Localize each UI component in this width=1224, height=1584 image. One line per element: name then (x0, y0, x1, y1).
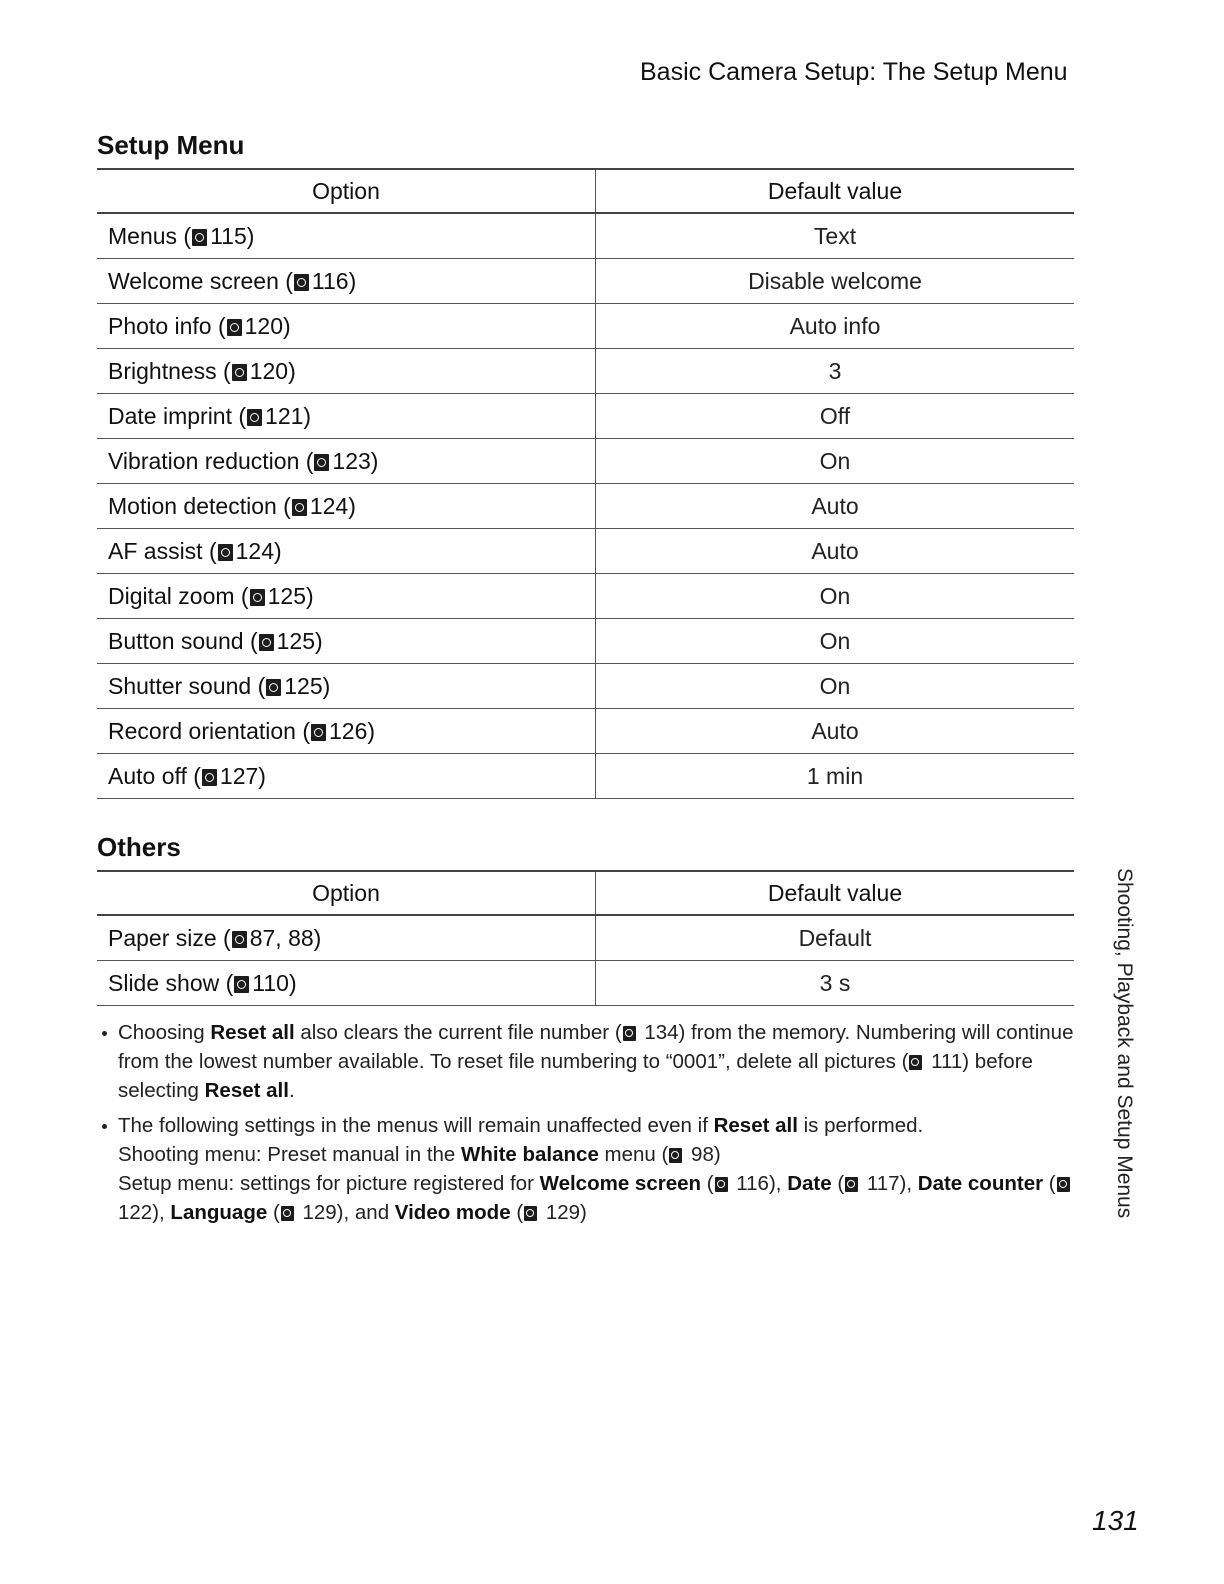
option-label: Button sound ( (108, 627, 258, 654)
option-cell (97, 574, 596, 619)
page-reference-icon (218, 544, 233, 561)
note-text: also clears the current file number ( (294, 1021, 622, 1044)
note-text: 129), and (296, 1201, 395, 1224)
default-value-cell: On (596, 574, 1075, 619)
page-reference-icon (232, 931, 247, 948)
page-reference-icon (715, 1177, 728, 1192)
default-value-cell: Auto (596, 484, 1075, 529)
option-cell (97, 915, 596, 961)
note-bold: Reset all (713, 1114, 798, 1137)
option-page-ref: 121) (265, 402, 312, 429)
note-bold: Reset all (210, 1021, 295, 1044)
note-bold: Video mode (394, 1201, 511, 1224)
note-text: 134) from the memory. Numbering will continue from the lowest number available. To reset file numbering to “0001”, delete all pictures ( (118, 1021, 1074, 1073)
note-text: ( (1043, 1172, 1056, 1195)
option-label: Brightness ( (108, 357, 231, 384)
default-value-column-header: Default value (596, 169, 1075, 213)
option-cell (97, 484, 596, 529)
page-reference-icon (292, 499, 307, 516)
page-reference-icon (623, 1026, 636, 1041)
page-reference-icon (266, 679, 281, 696)
table-row (97, 349, 1074, 394)
page-reference-icon (247, 409, 262, 426)
option-label: Date imprint ( (108, 402, 247, 429)
note-text: 111) before selecting (118, 1050, 1033, 1102)
default-value-cell: 3 s (596, 961, 1075, 1006)
default-value-cell: 1 min (596, 754, 1075, 799)
default-value-cell: Auto info (596, 304, 1075, 349)
option-page-ref: 124) (309, 492, 356, 519)
note-text: ( (831, 1172, 845, 1195)
option-cell (97, 709, 596, 754)
note-text: The following settings in the menus will remain unaffected even if (118, 1114, 714, 1137)
page-reference-icon (259, 634, 274, 651)
option-page-ref: 120) (249, 357, 296, 384)
table-row (97, 709, 1074, 754)
option-label: Record orientation ( (108, 717, 310, 744)
option-label: Vibration reduction ( (108, 447, 314, 474)
option-page-ref: 115) (210, 222, 255, 249)
option-page-ref: 123) (332, 447, 379, 474)
option-page-ref: 116) (311, 267, 357, 294)
notes-list (100, 1018, 1080, 1233)
others-table (97, 870, 1074, 1006)
default-value-cell: On (596, 439, 1075, 484)
option-cell (97, 754, 596, 799)
option-cell (97, 394, 596, 439)
option-page-ref: 87, 88) (249, 924, 322, 951)
table-row (97, 484, 1074, 529)
page-reference-icon (234, 976, 249, 993)
option-label: Photo info ( (108, 312, 226, 339)
option-label: Digital zoom ( (108, 582, 249, 609)
setup-menu-table (97, 168, 1074, 799)
table-row (97, 439, 1074, 484)
page-reference-icon (1057, 1177, 1070, 1192)
default-value-cell: Disable welcome (596, 259, 1075, 304)
table-row (97, 664, 1074, 709)
note-unaffected-settings (100, 1111, 1080, 1227)
note-bold: Language (170, 1201, 268, 1224)
note-text: ( (510, 1201, 524, 1224)
option-page-ref: 125) (284, 672, 331, 699)
page-reference-icon (669, 1148, 682, 1163)
option-page-ref: 127) (219, 762, 266, 789)
option-column-header: Option (97, 169, 596, 213)
default-value-cell: On (596, 664, 1075, 709)
default-value-cell: Auto (596, 709, 1075, 754)
option-cell (97, 619, 596, 664)
table-row (97, 529, 1074, 574)
option-label: Menus ( (108, 222, 192, 249)
option-label: Welcome screen ( (108, 267, 293, 294)
note-text: menu ( (598, 1143, 669, 1166)
default-value-column-header: Default value (596, 871, 1075, 915)
note-reset-all-file-number (100, 1018, 1080, 1105)
note-text: 122), (118, 1201, 171, 1224)
option-cell (97, 259, 596, 304)
page-reference-icon (232, 364, 247, 381)
note-bold: Date counter (917, 1172, 1044, 1195)
table-row (97, 915, 1074, 961)
note-text: Shooting menu: Preset manual in the (118, 1143, 462, 1166)
page-reference-icon (281, 1206, 294, 1221)
note-text: 129) (540, 1201, 587, 1224)
note-bold: Date (787, 1172, 832, 1195)
option-label: Slide show ( (108, 969, 234, 996)
note-text: is performed. (797, 1114, 924, 1137)
option-cell (97, 664, 596, 709)
note-text: Choosing (118, 1021, 211, 1044)
option-cell (97, 961, 596, 1006)
table-row (97, 754, 1074, 799)
page-reference-icon (202, 769, 217, 786)
note-text: ( (267, 1201, 280, 1224)
option-page-ref: 110) (252, 969, 297, 996)
table-row (97, 304, 1074, 349)
note-bold: Reset all (204, 1079, 289, 1102)
default-value-cell: Off (596, 394, 1075, 439)
page-reference-icon (192, 229, 207, 246)
note-text: 117), (861, 1172, 918, 1195)
option-page-ref: 125) (267, 582, 314, 609)
page-reference-icon (524, 1206, 537, 1221)
table-row (97, 574, 1074, 619)
table-row (97, 619, 1074, 664)
option-cell (97, 213, 596, 259)
option-label: Auto off ( (108, 762, 201, 789)
page-reference-icon (314, 454, 329, 471)
option-label: Shutter sound ( (108, 672, 266, 699)
page-reference-icon (909, 1055, 922, 1070)
page-number: 131 (1092, 1505, 1139, 1536)
option-page-ref: 125) (276, 627, 323, 654)
option-label: Paper size ( (108, 924, 231, 951)
others-rows (97, 915, 1074, 1006)
note-text: ( (701, 1172, 714, 1195)
option-cell (97, 349, 596, 394)
note-text: 98) (685, 1143, 721, 1166)
table-header-row (97, 169, 1074, 213)
setup-menu-rows (97, 213, 1074, 799)
option-column-header: Option (97, 871, 596, 915)
default-value-cell: 3 (596, 349, 1075, 394)
note-text: 116), (730, 1172, 788, 1195)
default-value-cell: Default (596, 915, 1075, 961)
running-header: Basic Camera Setup: The Setup Menu (640, 58, 1068, 86)
note-bold: Welcome screen (539, 1172, 702, 1195)
table-row (97, 213, 1074, 259)
chapter-side-tab: Shooting, Playback and Setup Menus (1113, 868, 1136, 1219)
option-label: AF assist ( (108, 537, 217, 564)
option-page-ref: 126) (329, 717, 376, 744)
page-reference-icon (311, 724, 326, 741)
option-cell (97, 439, 596, 484)
option-page-ref: 124) (235, 537, 282, 564)
table-header-row (97, 871, 1074, 915)
note-text: Setup menu: settings for picture registered for (118, 1172, 540, 1195)
table-row (97, 961, 1074, 1006)
default-value-cell: Text (596, 213, 1075, 259)
page-reference-icon (294, 274, 309, 291)
option-cell (97, 304, 596, 349)
option-page-ref: 120) (244, 312, 291, 339)
table-row (97, 394, 1074, 439)
others-heading: Others (97, 832, 181, 862)
table-row (97, 259, 1074, 304)
page-reference-icon (845, 1177, 858, 1192)
default-value-cell: On (596, 619, 1075, 664)
note-text: . (288, 1079, 295, 1102)
option-label: Motion detection ( (108, 492, 291, 519)
page-reference-icon (227, 319, 242, 336)
option-cell (97, 529, 596, 574)
page-reference-icon (250, 589, 265, 606)
setup-menu-heading: Setup Menu (97, 130, 245, 160)
default-value-cell: Auto (596, 529, 1075, 574)
note-bold: White balance (461, 1143, 599, 1166)
